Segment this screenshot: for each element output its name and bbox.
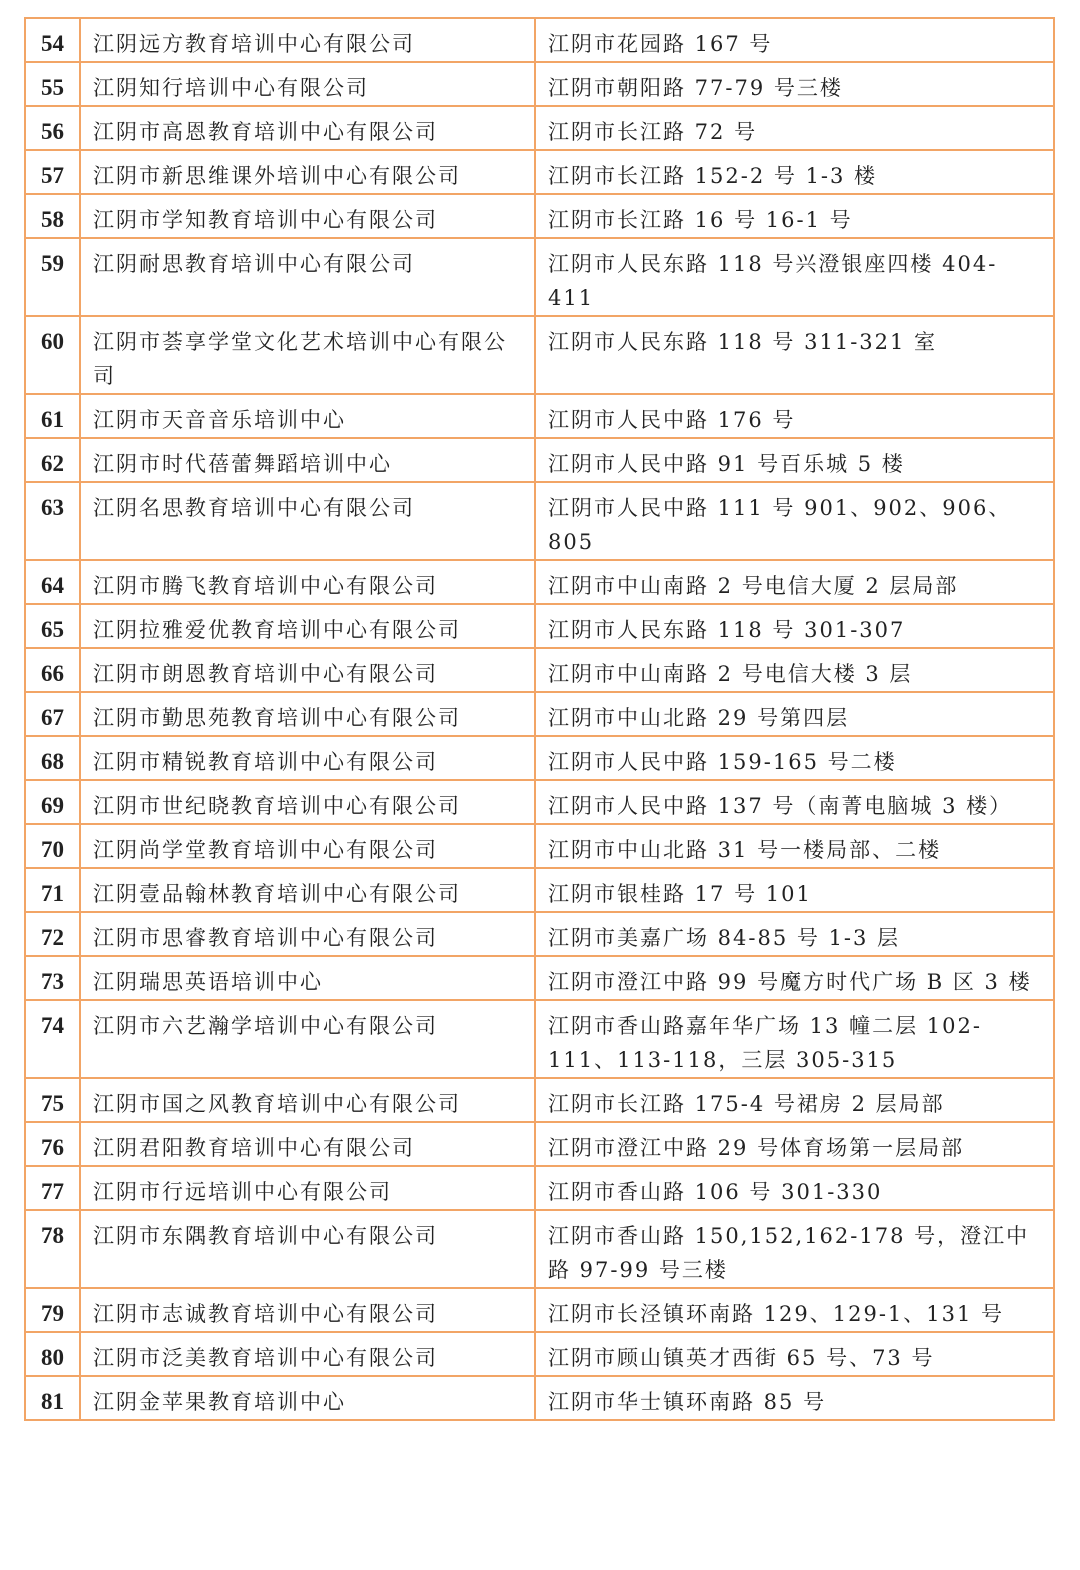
institution-address: 江阴市华士镇环南路 85 号 (535, 1376, 1054, 1420)
row-number: 81 (25, 1376, 80, 1420)
institution-name: 江阴市世纪晓教育培训中心有限公司 (80, 780, 535, 824)
institution-address: 江阴市人民中路 159-165 号二楼 (535, 736, 1054, 780)
institutions-table (24, 17, 1055, 1421)
institution-address: 江阴市中山北路 31 号一楼局部、二楼 (535, 824, 1054, 868)
institution-name: 江阴市东隅教育培训中心有限公司 (80, 1210, 535, 1288)
institution-address: 江阴市中山南路 2 号电信大厦 2 层局部 (535, 560, 1054, 604)
table-row (25, 18, 1054, 62)
table-row (25, 194, 1054, 238)
row-number: 68 (25, 736, 80, 780)
table-row (25, 780, 1054, 824)
institution-name: 江阴远方教育培训中心有限公司 (80, 18, 535, 62)
institution-name: 江阴市六艺瀚学培训中心有限公司 (80, 1000, 535, 1078)
institution-address: 江阴市人民中路 111 号 901、902、906、805 (535, 482, 1054, 560)
institution-address: 江阴市长江路 72 号 (535, 106, 1054, 150)
table-row (25, 394, 1054, 438)
row-number: 76 (25, 1122, 80, 1166)
table-row (25, 1210, 1054, 1288)
institution-address: 江阴市顾山镇英才西街 65 号、73 号 (535, 1332, 1054, 1376)
institution-address: 江阴市长江路 175-4 号裙房 2 层局部 (535, 1078, 1054, 1122)
table-row (25, 1000, 1054, 1078)
institution-name: 江阴市志诚教育培训中心有限公司 (80, 1288, 535, 1332)
institution-address: 江阴市长江路 16 号 16-1 号 (535, 194, 1054, 238)
institution-address: 江阴市澄江中路 29 号体育场第一层局部 (535, 1122, 1054, 1166)
institution-address: 江阴市香山路嘉年华广场 13 幢二层 102-111、113-118，三层 305-315 (535, 1000, 1054, 1078)
institution-address: 江阴市朝阳路 77-79 号三楼 (535, 62, 1054, 106)
institution-address: 江阴市银桂路 17 号 101 (535, 868, 1054, 912)
institution-name: 江阴君阳教育培训中心有限公司 (80, 1122, 535, 1166)
row-number: 61 (25, 394, 80, 438)
row-number: 56 (25, 106, 80, 150)
row-number: 69 (25, 780, 80, 824)
table-row (25, 1288, 1054, 1332)
table-row (25, 1376, 1054, 1420)
institution-address: 江阴市人民中路 137 号（南菁电脑城 3 楼） (535, 780, 1054, 824)
row-number: 79 (25, 1288, 80, 1332)
institution-address: 江阴市人民东路 118 号 301-307 (535, 604, 1054, 648)
institution-name: 江阴市天音音乐培训中心 (80, 394, 535, 438)
row-number: 62 (25, 438, 80, 482)
row-number: 77 (25, 1166, 80, 1210)
row-number: 73 (25, 956, 80, 1000)
institution-name: 江阴市精锐教育培训中心有限公司 (80, 736, 535, 780)
institution-address: 江阴市人民东路 118 号 311-321 室 (535, 316, 1054, 394)
table-row (25, 604, 1054, 648)
institution-address: 江阴市香山路 106 号 301-330 (535, 1166, 1054, 1210)
table-row (25, 482, 1054, 560)
table-row (25, 1078, 1054, 1122)
table-row (25, 824, 1054, 868)
row-number: 58 (25, 194, 80, 238)
institution-address: 江阴市香山路 150,152,162-178 号，澄江中路 97-99 号三楼 (535, 1210, 1054, 1288)
institution-name: 江阴金苹果教育培训中心 (80, 1376, 535, 1420)
row-number: 72 (25, 912, 80, 956)
table-row (25, 736, 1054, 780)
table-row (25, 438, 1054, 482)
institution-name: 江阴市时代蓓蕾舞蹈培训中心 (80, 438, 535, 482)
institution-name: 江阴市思睿教育培训中心有限公司 (80, 912, 535, 956)
row-number: 57 (25, 150, 80, 194)
table-row (25, 868, 1054, 912)
table-body (25, 18, 1054, 1420)
row-number: 60 (25, 316, 80, 394)
row-number: 65 (25, 604, 80, 648)
table-row (25, 692, 1054, 736)
row-number: 67 (25, 692, 80, 736)
institution-name: 江阴耐思教育培训中心有限公司 (80, 238, 535, 316)
table-row (25, 560, 1054, 604)
institution-name: 江阴市泛美教育培训中心有限公司 (80, 1332, 535, 1376)
row-number: 59 (25, 238, 80, 316)
institution-address: 江阴市花园路 167 号 (535, 18, 1054, 62)
institution-address: 江阴市人民东路 118 号兴澄银座四楼 404-411 (535, 238, 1054, 316)
institution-name: 江阴市行远培训中心有限公司 (80, 1166, 535, 1210)
table-row (25, 62, 1054, 106)
row-number: 66 (25, 648, 80, 692)
institution-name: 江阴瑞思英语培训中心 (80, 956, 535, 1000)
institution-name: 江阴市勤思苑教育培训中心有限公司 (80, 692, 535, 736)
institution-name: 江阴名思教育培训中心有限公司 (80, 482, 535, 560)
row-number: 55 (25, 62, 80, 106)
institution-address: 江阴市中山南路 2 号电信大楼 3 层 (535, 648, 1054, 692)
row-number: 74 (25, 1000, 80, 1078)
institution-name: 江阴壹品翰林教育培训中心有限公司 (80, 868, 535, 912)
table-row (25, 1332, 1054, 1376)
row-number: 63 (25, 482, 80, 560)
institution-name: 江阴市腾飞教育培训中心有限公司 (80, 560, 535, 604)
row-number: 71 (25, 868, 80, 912)
institution-name: 江阴市学知教育培训中心有限公司 (80, 194, 535, 238)
institution-name: 江阴尚学堂教育培训中心有限公司 (80, 824, 535, 868)
table-row (25, 648, 1054, 692)
institution-name: 江阴市新思维课外培训中心有限公司 (80, 150, 535, 194)
row-number: 54 (25, 18, 80, 62)
institution-address: 江阴市人民中路 176 号 (535, 394, 1054, 438)
institution-name: 江阴市国之风教育培训中心有限公司 (80, 1078, 535, 1122)
row-number: 78 (25, 1210, 80, 1288)
institution-name: 江阴市高恩教育培训中心有限公司 (80, 106, 535, 150)
institution-address: 江阴市澄江中路 99 号魔方时代广场 B 区 3 楼 (535, 956, 1054, 1000)
table-row (25, 150, 1054, 194)
table-row (25, 956, 1054, 1000)
institution-name: 江阴拉雅爱优教育培训中心有限公司 (80, 604, 535, 648)
institution-address: 江阴市人民中路 91 号百乐城 5 楼 (535, 438, 1054, 482)
row-number: 64 (25, 560, 80, 604)
institution-name: 江阴市荟享学堂文化艺术培训中心有限公司 (80, 316, 535, 394)
institution-name: 江阴市朗恩教育培训中心有限公司 (80, 648, 535, 692)
institution-address: 江阴市长泾镇环南路 129、129-1、131 号 (535, 1288, 1054, 1332)
table-row (25, 238, 1054, 316)
row-number: 80 (25, 1332, 80, 1376)
table-row (25, 1122, 1054, 1166)
table-row (25, 1166, 1054, 1210)
institution-address: 江阴市长江路 152-2 号 1-3 楼 (535, 150, 1054, 194)
institution-address: 江阴市中山北路 29 号第四层 (535, 692, 1054, 736)
table-row (25, 106, 1054, 150)
row-number: 70 (25, 824, 80, 868)
table-row (25, 316, 1054, 394)
institution-name: 江阴知行培训中心有限公司 (80, 62, 535, 106)
institution-address: 江阴市美嘉广场 84-85 号 1-3 层 (535, 912, 1054, 956)
table-row (25, 912, 1054, 956)
row-number: 75 (25, 1078, 80, 1122)
